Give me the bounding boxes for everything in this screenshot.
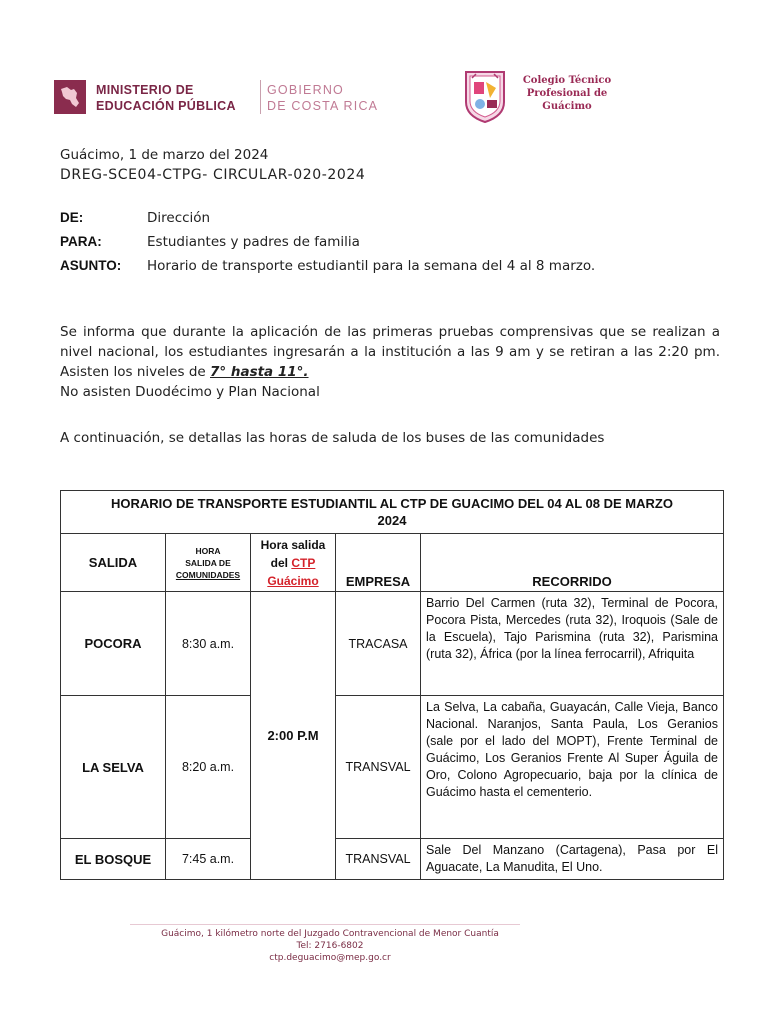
school-line-3: Guácimo — [542, 101, 592, 112]
costa-rica-map-icon — [58, 84, 82, 110]
school-line-1: Colegio Técnico — [522, 75, 612, 86]
para-value: Estudiantes y padres de familia — [147, 234, 360, 250]
circular-number: DREG-SCE04-CTPG- CIRCULAR-020-2024 — [60, 167, 366, 183]
header-hora-comunidades — [166, 534, 251, 592]
de-label: DE: — [60, 210, 84, 225]
gov-line-1: GOBIERNO — [267, 83, 344, 97]
row-salida: POCORA — [61, 592, 166, 696]
body-paragraph-1 — [60, 322, 720, 402]
row-empresa: TRACASA — [336, 592, 421, 696]
row-hora: 8:30 a.m. — [166, 592, 251, 696]
body-paragraph-2: A continuación, se detallas las horas de saluda de los buses de las comunidades — [60, 430, 605, 446]
row-hora: 7:45 a.m. — [166, 839, 251, 880]
table-row — [61, 592, 724, 696]
ministry-line-2: EDUCACIÓN PÚBLICA — [96, 99, 236, 113]
row-salida: LA SELVA — [61, 696, 166, 839]
table-row — [61, 696, 724, 839]
footer-email: ctp.deguacimo@mep.go.cr — [269, 953, 391, 963]
header-ctp-line-2 — [251, 554, 335, 572]
school-line-2: Profesional de — [526, 88, 608, 99]
row-salida: EL BOSQUE — [61, 839, 166, 880]
table-title-line-1: HORARIO DE TRANSPORTE ESTUDIANTIL AL CTP DE GUACIMO DEL 04 AL 08 DE MARZO — [111, 496, 673, 511]
asunto-value: Horario de transporte estudiantil para la semana del 4 al 8 marzo. — [147, 258, 596, 274]
table-title-line-2: 2024 — [377, 513, 407, 528]
row-empresa: TRANSVAL — [336, 839, 421, 880]
header-recorrido: RECORRIDO — [421, 534, 724, 592]
ministry-line-1: MINISTERIO DE — [96, 83, 194, 97]
row-hora: 8:20 a.m. — [166, 696, 251, 839]
header-hora-line-2: SALIDA DE — [185, 557, 231, 568]
ministry-logo — [54, 80, 86, 114]
header-hora-line-1: HORA — [195, 545, 221, 556]
header-empresa: EMPRESA — [336, 534, 421, 592]
de-value: Dirección — [147, 210, 211, 226]
header-ctp-line-1: Hora salida — [260, 537, 326, 552]
row-empresa: TRANSVAL — [336, 696, 421, 839]
row-recorrido: Barrio Del Carmen (ruta 32), Terminal de Pocora, Pocora Pista, Mercedes (ruta 32), Iroquois (Sale de la Escuela), Tajo Parismina (ruta 32), Parismina (ruta 32), África (por la línea ferrocarril), Afriquita — [421, 592, 724, 696]
transport-schedule-table — [60, 490, 724, 880]
row-recorrido: La Selva, La cabaña, Guayacán, Calle Vieja, Banco Nacional. Naranjos, Santa Paula, Los Geranios (sale por el lado del MOPT), Frente Terminal de Guácimo, Los Geranios Frente Al Super Águila de Oro, Colono Agropecuario, baja por la clínica de Guácimo hasta el cementerio. — [421, 696, 724, 839]
ministry-name — [96, 82, 236, 114]
header-ctp-ctp: CTP — [291, 555, 316, 570]
footer-address: Guácimo, 1 kilómetro norte del Juzgado Contravencional de Menor Cuantía — [161, 929, 499, 939]
para-label: PARA: — [60, 234, 102, 249]
body-text-tail: No asisten Duodécimo y Plan Nacional — [60, 384, 320, 400]
header-ctp-guacimo: Guácimo — [267, 573, 319, 588]
government-name — [267, 82, 378, 114]
letter-date: Guácimo, 1 de marzo del 2024 — [60, 147, 269, 163]
table-row — [61, 839, 724, 880]
gov-line-2: DE COSTA RICA — [267, 99, 379, 113]
asunto-label: ASUNTO: — [60, 258, 122, 273]
school-name — [514, 74, 620, 113]
header-divider — [260, 80, 261, 114]
footer — [130, 928, 530, 964]
grade-range: 7° hasta 11°. — [210, 364, 309, 380]
table-title — [61, 491, 724, 534]
footer-divider — [130, 924, 520, 925]
row-recorrido: Sale Del Manzano (Cartagena), Pasa por El Aguacate, La Manudita, El Uno. — [421, 839, 724, 880]
footer-phone: Tel: 2716-6802 — [296, 941, 364, 951]
ctp-departure-time: 2:00 P.M — [251, 592, 336, 880]
school-crest-icon — [460, 68, 510, 124]
header-hora-ctp — [251, 534, 336, 592]
header-hora-line-3: COMUNIDADES — [175, 569, 241, 580]
header-ctp-del: del — [270, 555, 288, 570]
header-salida: SALIDA — [61, 534, 166, 592]
body-text: Se informa que durante la aplicación de las primeras pruebas comprensivas que se realizan a nivel nacional, los estudiantes ingresarán a la institución a las 9 am y se retiran a las 2:20 pm. Asisten los niveles de — [60, 324, 720, 380]
